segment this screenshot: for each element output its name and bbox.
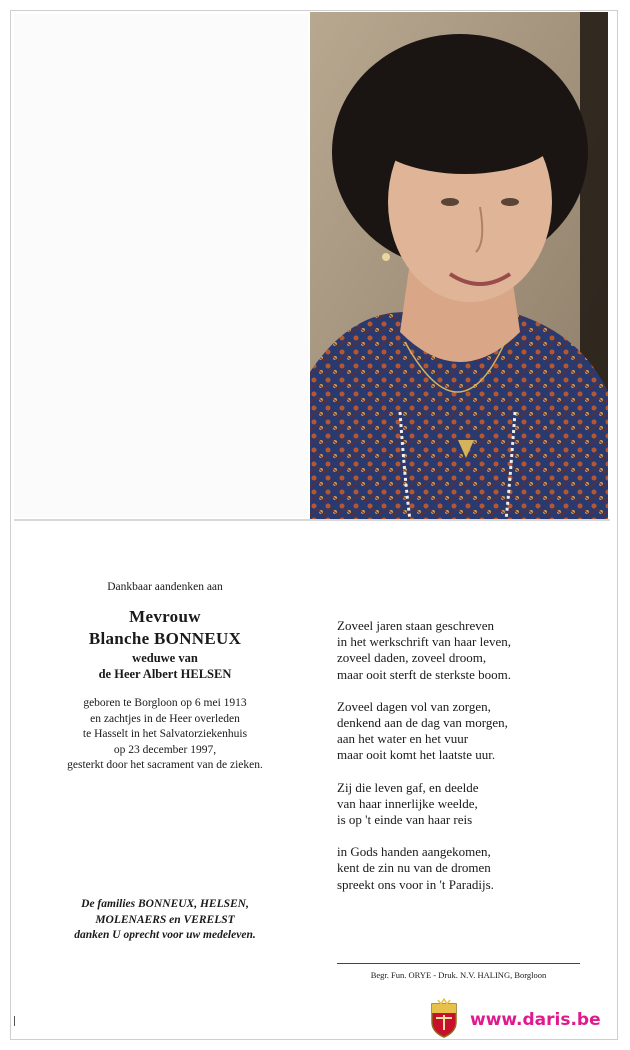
title-line: Mevrouw <box>129 607 201 626</box>
bio-line: te Hasselt in het Salvatorziekenhuis <box>82 728 248 740</box>
bio-line: en zachtjes in de Heer overleden <box>90 712 240 725</box>
family-thanks <box>20 897 310 944</box>
poem-line: spreekt ons voor in 't Paradijs. <box>337 876 494 892</box>
widow-label: weduwe van <box>132 651 198 665</box>
poem-line: in Gods handen aangekomen, <box>337 844 491 860</box>
widow-of <box>20 650 310 682</box>
poem-line: is op 't einde van haar reis <box>337 812 473 828</box>
poem-line: van haar innerlijke weelde, <box>337 795 478 811</box>
poem-line: Zoveel jaren staan geschreven <box>337 618 495 633</box>
poem-line: kent de zin nu van de dromen <box>337 860 491 876</box>
fold-divider <box>14 519 610 521</box>
family-line: De families BONNEUX, HELSEN, <box>81 898 249 910</box>
card-inner-blank-panel <box>14 14 308 518</box>
intro-text: Dankbaar aandenken aan <box>107 581 223 593</box>
poem-line: zoveel daden, zoveel droom, <box>337 650 487 666</box>
printer-credit: Begr. Fun. ORYE - Druk. N.V. HALING, Borgloon <box>370 970 547 980</box>
family-line: danken U oprecht voor uw medeleven. <box>74 929 256 941</box>
poem-line: Zoveel dagen vol van zorgen, <box>337 698 491 714</box>
biography <box>20 696 310 774</box>
poem-line: aan het water en het vuur <box>337 731 469 747</box>
bio-line: gesterkt door het sacrament van de zieken. <box>67 759 263 771</box>
crest-icon <box>428 998 460 1038</box>
watermark-website[interactable]: www.daris.be <box>470 1010 601 1030</box>
portrait-photo <box>310 12 608 520</box>
bio-line: op 23 december 1997, <box>113 743 217 756</box>
poem-line: denkend aan de dag van morgen, <box>337 715 508 731</box>
crop-mark <box>14 1016 15 1026</box>
name-line: Blanche BONNEUX <box>88 629 242 648</box>
poem-stanza <box>337 780 597 829</box>
poem-stanza <box>337 699 597 764</box>
family-line: MOLENAERS en VERELST <box>95 913 235 926</box>
poem <box>337 618 597 909</box>
printer-rule <box>337 963 580 964</box>
deceased-name <box>20 606 310 650</box>
bio-line: geboren te Borgloon op 6 mei 1913 <box>83 697 247 709</box>
poem-line: Zij die leven gaf, en deelde <box>337 779 479 795</box>
poem-stanza <box>337 844 597 893</box>
poem-line: maar ooit komt het laatste uur. <box>337 747 496 763</box>
poem-line: in het werkschrift van haar leven, <box>337 634 511 650</box>
poem-stanza <box>337 618 597 683</box>
poem-line: maar ooit sterft de sterkste boom. <box>337 666 512 682</box>
spouse-name: de Heer Albert HELSEN <box>98 667 232 681</box>
